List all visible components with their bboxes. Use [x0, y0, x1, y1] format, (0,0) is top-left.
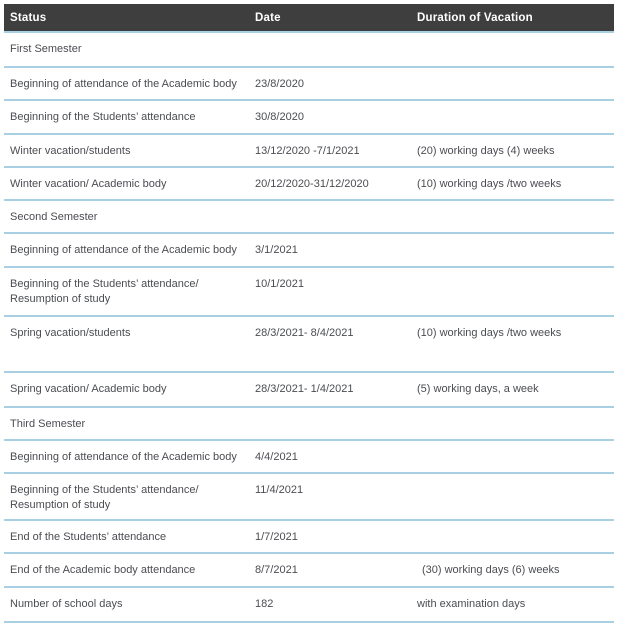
duration-cell	[411, 32, 614, 67]
status-label-line2: Resumption of study	[10, 293, 111, 305]
table-row	[4, 67, 614, 100]
date-cell: 11/4/2021	[255, 484, 304, 496]
status-cell	[4, 372, 249, 407]
status-label: Beginning of the Students’ attendance	[10, 111, 196, 123]
date-cell: 13/12/2020 -7/1/2021	[255, 145, 360, 157]
status-cell	[4, 553, 249, 587]
status-label: Beginning of attendance of the Academic body	[10, 451, 237, 463]
column-header-duration: Duration of Vacation	[411, 4, 614, 32]
duration-cell	[411, 473, 614, 520]
status-cell	[4, 233, 249, 267]
status-label: Beginning of the Students’ attendance/	[10, 484, 199, 496]
table-row	[4, 316, 614, 372]
status-label: End of the Students’ attendance	[10, 531, 167, 543]
date-cell	[249, 200, 411, 233]
date-cell: 4/4/2021	[255, 451, 298, 463]
duration-cell: (30) working days (6) weeks	[422, 564, 560, 576]
duration-cell	[411, 200, 614, 233]
date-cell: 28/3/2021- 1/4/2021	[255, 383, 354, 395]
status-cell	[4, 267, 249, 316]
table-row	[4, 587, 614, 622]
duration-cell	[411, 267, 614, 316]
status-label: Beginning of attendance of the Academic body	[10, 244, 237, 256]
date-cell: 28/3/2021- 8/4/2021	[255, 327, 354, 339]
column-header-date: Date	[249, 4, 411, 32]
status-label-line2: Resumption of study	[10, 499, 111, 511]
status-cell	[4, 167, 249, 200]
section-label: Third Semester	[10, 418, 86, 430]
table-row	[4, 553, 614, 587]
status-cell	[4, 200, 249, 233]
table-row	[4, 440, 614, 473]
duration-cell	[411, 67, 614, 100]
academic-calendar-table	[4, 4, 614, 623]
status-label: Winter vacation/students	[10, 145, 131, 157]
duration-cell: (5) working days, a week	[417, 383, 539, 395]
date-cell: 1/7/2021	[255, 531, 298, 543]
date-cell: 20/12/2020-31/12/2020	[255, 178, 369, 190]
table-row	[4, 167, 614, 200]
date-cell: 182	[255, 598, 274, 610]
status-label: Beginning of the Students’ attendance/	[10, 278, 199, 290]
duration-cell	[411, 100, 614, 134]
status-label: End of the Academic body attendance	[10, 564, 196, 576]
table-row	[4, 134, 614, 167]
date-cell	[249, 407, 411, 440]
status-label: Spring vacation/students	[10, 327, 131, 339]
status-cell	[4, 67, 249, 100]
duration-cell: (20) working days (4) weeks	[417, 145, 555, 157]
table-row	[4, 233, 614, 267]
section-label: Second Semester	[10, 211, 98, 223]
duration-cell: with examination days	[417, 598, 526, 610]
status-cell	[4, 473, 249, 520]
date-cell: 3/1/2021	[255, 244, 298, 256]
duration-cell: (10) working days /two weeks	[417, 327, 562, 339]
date-cell	[249, 32, 411, 67]
section-row	[4, 200, 614, 233]
date-cell: 10/1/2021	[255, 278, 304, 290]
section-row	[4, 32, 614, 67]
duration-cell	[411, 520, 614, 553]
header-row	[4, 4, 614, 32]
duration-cell	[411, 233, 614, 267]
section-row	[4, 407, 614, 440]
status-cell	[4, 134, 249, 167]
status-label: Winter vacation/ Academic body	[10, 178, 167, 190]
status-cell	[4, 32, 249, 67]
table-row	[4, 267, 614, 316]
date-cell: 23/8/2020	[255, 78, 304, 90]
date-cell: 8/7/2021	[255, 564, 298, 576]
table-row	[4, 100, 614, 134]
status-label: Spring vacation/ Academic body	[10, 383, 167, 395]
status-label: Beginning of attendance of the Academic body	[10, 78, 237, 90]
duration-cell	[411, 440, 614, 473]
column-header-status: Status	[4, 4, 249, 32]
status-cell	[4, 440, 249, 473]
table-row	[4, 473, 614, 520]
status-cell	[4, 407, 249, 440]
status-cell	[4, 316, 249, 372]
status-cell	[4, 587, 249, 622]
section-label: First Semester	[10, 43, 82, 55]
table-row	[4, 372, 614, 407]
date-cell: 30/8/2020	[255, 111, 304, 123]
duration-cell: (10) working days /two weeks	[417, 178, 562, 190]
duration-cell	[411, 407, 614, 440]
table-body	[4, 32, 614, 622]
status-cell	[4, 520, 249, 553]
status-cell	[4, 100, 249, 134]
status-label: Number of school days	[10, 598, 123, 610]
table-row	[4, 520, 614, 553]
